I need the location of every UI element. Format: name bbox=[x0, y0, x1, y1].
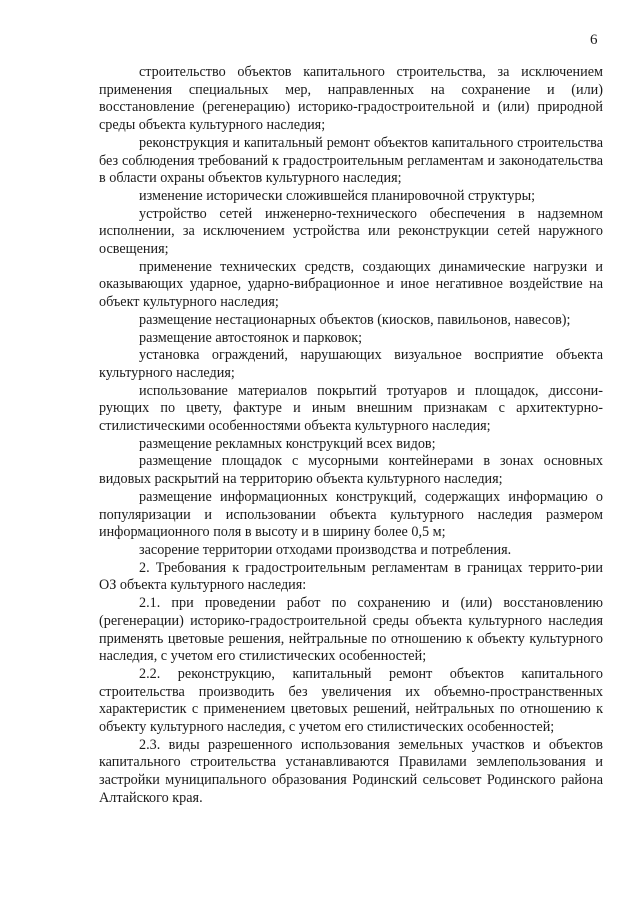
paragraph-restriction-planning-structure: изменение исторически сложившейся планировочной структуры; bbox=[139, 187, 536, 204]
paragraph-restriction-engineering-networks: устройство сетей инженерно-технического обеспечения в надземном исполнении, за исключением устройства или реконструкции сетей наружного освещения; bbox=[99, 205, 603, 258]
paragraph-section-2-3: 2.3. виды разрешенного использования земельных участков и объектов капитального строительства устанавливаются Правилами землепользования и застройки муниципального образования Родинский сельсовет Родинского района Алтайского края. bbox=[99, 736, 603, 806]
paragraph-restriction-capital-construction: строительство объектов капитального строительства, за исключением применения специальных мер, направленных на сохранение и (или) восстановление (регенерацию) историко-градостроительной и (или) природной среды объекта культурного наследия; bbox=[99, 64, 603, 134]
paragraph-section-2-1: 2.1. при проведении работ по сохранению и (или) восстановлению (регенерации) историко-градостроительной среды объекта культурного наследия применять цветовые решения, нейтральные по отношению к объекту культурного наследия, с учетом его стилистических особенностей; bbox=[99, 595, 603, 665]
paragraph-restriction-waste-containers: размещение площадок с мусорными контейнерами в зонах основных видовых раскрытий на территорию объекта культурного наследия; bbox=[99, 453, 603, 488]
paragraph-restriction-parking: размещение автостоянок и парковок; bbox=[139, 329, 363, 346]
paragraph-restriction-technical-means: применение технических средств, создающих динамические нагрузки и оказывающих ударное, ударно-вибрационное и иное негативное воздействие на объект культурного наследия; bbox=[99, 258, 603, 311]
paragraph-restriction-paving-materials: использование материалов покрытий тротуаров и площадок, диссони-рующих по цвету, фактуре и иным внешним признакам с архитектурно-стилистическими особенностями объекта культурного наследия; bbox=[99, 382, 603, 435]
paragraph-restriction-reconstruction: реконструкция и капитальный ремонт объектов капитального строительства без соблюдения требований к градостроительным регламентам и законодательства в области охраны объектов культурного наследия; bbox=[99, 134, 603, 187]
paragraph-restriction-info-structures: размещение информационных конструкций, содержащих информацию о популяризации и использовании объекта культурного наследия размером информационного поля в высоту и в ширину более 0,5 м; bbox=[99, 488, 603, 541]
page-number: 6 bbox=[590, 32, 598, 48]
paragraph-section-2-heading: 2. Требования к градостроительным регламентам в границах террито-рии ОЗ объекта культурного наследия: bbox=[99, 559, 603, 594]
paragraph-restriction-temporary-objects: размещение нестационарных объектов (киосков, павильонов, навесов); bbox=[139, 311, 571, 328]
document-body bbox=[99, 64, 603, 808]
paragraph-restriction-fences: установка ограждений, нарушающих визуальное восприятие объекта культурного наследия; bbox=[99, 347, 603, 381]
paragraph-restriction-littering: засорение территории отходами производства и потребления. bbox=[139, 541, 512, 558]
paragraph-section-2-2: 2.2. реконструкцию, капитальный ремонт объектов капитального строительства производить без увеличения их объемно-пространственных характеристик с применением цветовых решений, нейтральных по отношению к объекту культурного наследия, с учетом его стилистических особенностей; bbox=[99, 665, 603, 736]
paragraph-restriction-advertising: размещение рекламных конструкций всех видов; bbox=[139, 435, 436, 452]
